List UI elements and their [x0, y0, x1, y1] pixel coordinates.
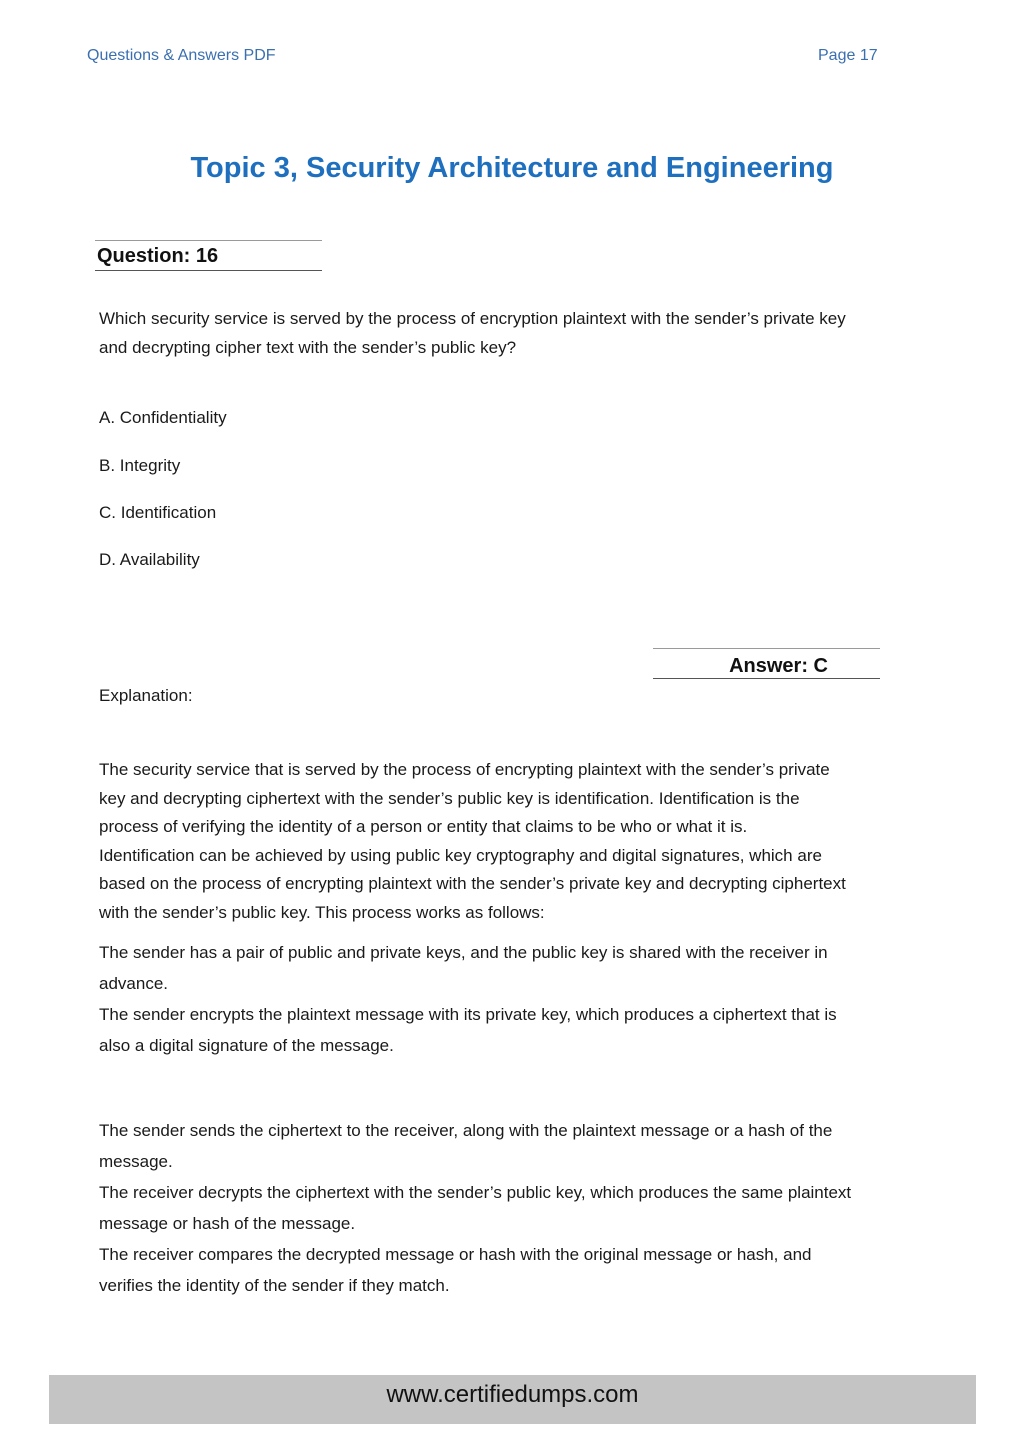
explanation-line: Identification can be achieved by using public key cryptography and digital signatures, which are [99, 845, 822, 865]
explanation-line: process of verifying the identity of a person or entity that claims to be who or what it is. [99, 817, 748, 836]
explanation-step-line: The sender sends the ciphertext to the receiver, along with the plaintext message or a hash of the [99, 1121, 833, 1140]
explanation-step-line: also a digital signature of the message. [99, 1036, 394, 1055]
explanation-step-line: message or hash of the message. [99, 1214, 356, 1233]
explanation-line: based on the process of encrypting plaintext with the sender’s private key and decrypting ciphertext [99, 874, 846, 893]
answer-label-box [653, 648, 880, 679]
explanation-steps-group-1 [99, 937, 979, 1061]
question-text-line: Which security service is served by the process of encryption plaintext with the sender’s private key [99, 309, 846, 328]
explanation-line: key and decrypting ciphertext with the sender’s public key is identification. Identification is the [99, 788, 800, 808]
header-document-title: Questions & Answers PDF [87, 47, 276, 64]
question-text [99, 305, 979, 362]
explanation-step-line: advance. [99, 974, 168, 993]
option-d: D. Availability [99, 550, 200, 569]
option-b: B. Integrity [99, 456, 181, 475]
footer-bar [49, 1375, 976, 1424]
explanation-step-line: message. [99, 1152, 173, 1171]
footer-url-link[interactable]: www.certifiedumps.com [386, 1381, 639, 1408]
explanation-step-line: The sender encrypts the plaintext message with its private key, which produces a ciphertext that is [99, 1005, 837, 1024]
explanation-step-line: The receiver compares the decrypted message or hash with the original message or hash, and [99, 1245, 812, 1264]
question-label: Question: 16 [97, 245, 219, 267]
topic-title: Topic 3, Security Architecture and Engineering [190, 152, 834, 184]
explanation-step-line: The receiver decrypts the ciphertext with the sender’s public key, which produces the same plaintext [99, 1183, 852, 1202]
explanation-step-line: verifies the identity of the sender if they match. [99, 1276, 450, 1295]
explanation-step-line: The sender has a pair of public and private keys, and the public key is shared with the receiver in [99, 943, 828, 962]
question-label-box [95, 240, 322, 271]
option-c: C. Identification [99, 503, 217, 522]
header-page-number: Page 17 [818, 47, 878, 64]
explanation-line: The security service that is served by the process of encrypting plaintext with the sender’s private [99, 760, 830, 779]
explanation-line: with the sender’s public key. This process works as follows: [99, 902, 545, 922]
question-text-line: and decrypting cipher text with the sender’s public key? [99, 337, 517, 357]
option-a: A. Confidentiality [99, 408, 227, 427]
explanation-paragraph [99, 756, 979, 927]
explanation-label: Explanation: [99, 686, 193, 705]
answer-label: Answer: C [729, 655, 828, 677]
explanation-steps-group-2 [99, 1115, 979, 1301]
